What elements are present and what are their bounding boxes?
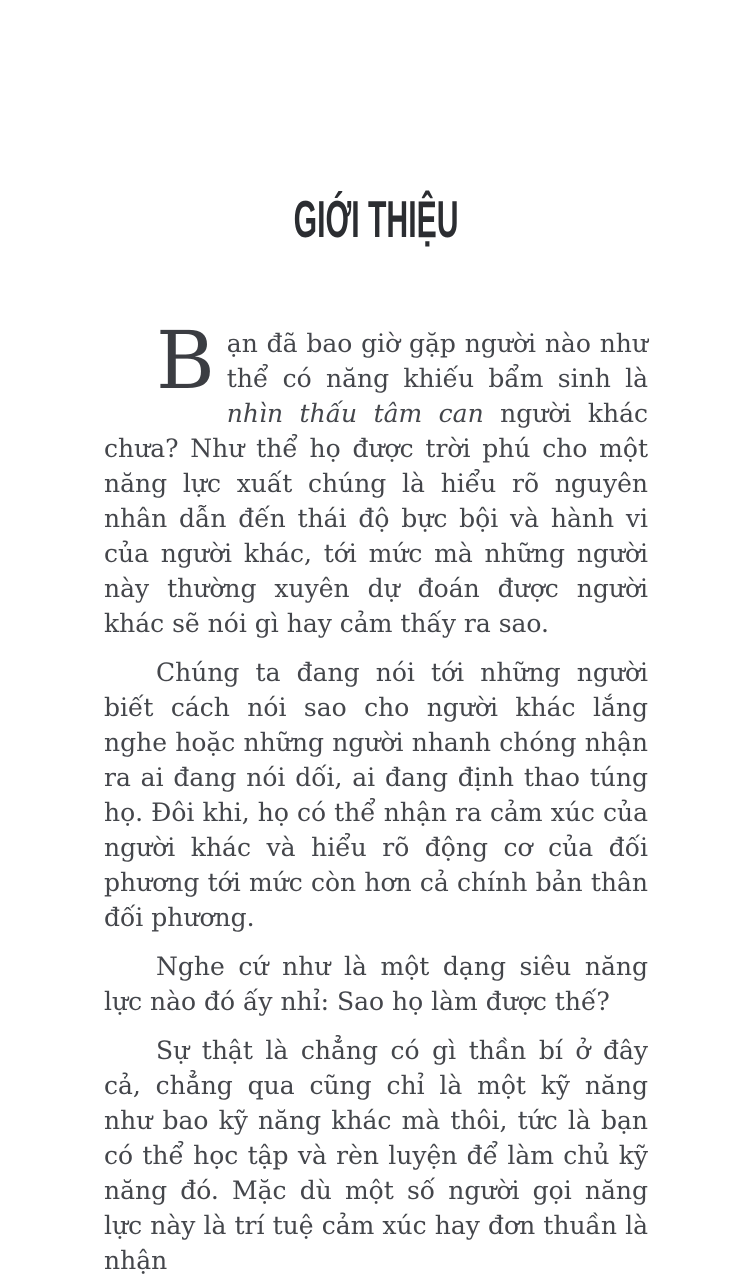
text-segment: Nghe cứ như là một dạng siêu năng lực nào đó ấy nhỉ: Sao họ làm được thế? — [104, 952, 648, 1016]
text-segment: Chúng ta đang nói tới những người biết cách nói sao cho người khác lắng nghe hoặc những người nhanh chóng nhận ra ai đang nói dối, ai đang định thao túng họ. Đôi khi, họ có thể nhận ra cảm xúc của người khác và hiểu rõ động cơ của đối phương tới mức còn hơn cả chính bản thân đối phương. — [104, 658, 648, 932]
paragraph — [104, 655, 648, 935]
paragraph — [104, 314, 648, 641]
paragraph — [104, 949, 648, 1019]
drop-cap: B — [156, 314, 215, 407]
text-segment: ạn đã bao giờ gặp người nào như thể có năng khiếu bẩm sinh là — [226, 329, 648, 393]
body-text — [104, 314, 648, 1278]
paragraph — [104, 1033, 648, 1278]
chapter-title: GIỚI THIỆU — [293, 191, 459, 249]
text-segment: người khác chưa? Như thể họ được trời phú cho một năng lực xuất chúng là hiểu rõ nguyên nhân dẫn đến thái độ bực bội và hành vi của người khác, tới mức mà những người này thường xuyên dự đoán được người khác sẽ nói gì hay cảm thấy ra sao. — [104, 399, 648, 638]
chapter-title-wrap — [104, 192, 648, 250]
italic-phrase: nhìn thấu tâm can — [226, 399, 484, 428]
text-segment: Sự thật là chẳng có gì thần bí ở đây cả, chẳng qua cũng chỉ là một kỹ năng như bao kỹ năng khác mà thôi, tức là bạn có thể học tập và rèn luyện để làm chủ kỹ năng đó. Mặc dù một số người gọi năng lực này là trí tuệ cảm xúc hay đơn thuần là nhận — [104, 1036, 648, 1275]
